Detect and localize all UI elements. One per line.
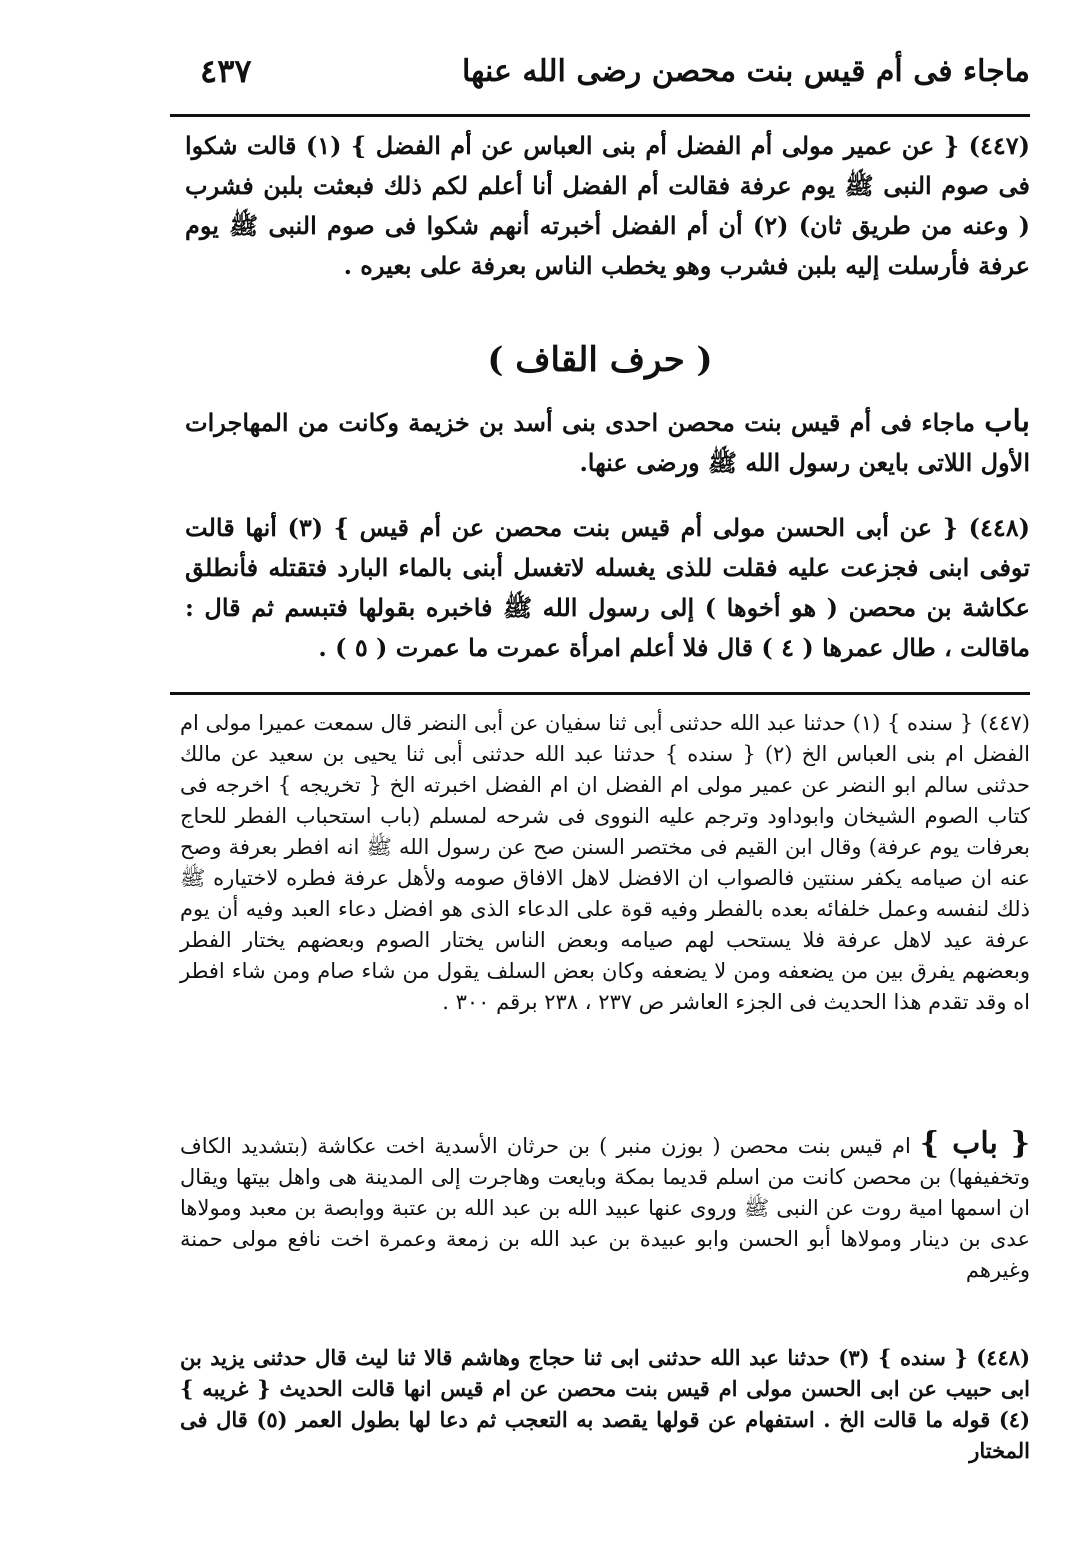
note-448: (٤٤٨) { سنده } (٣) حدثنا عبد الله حدثنى ابى ثنا حجاج وهاشم قالا ثنا ليث قال حدثنى يزيد بن ابى حبيب عن ابى الحسن مولى ام قيس بنت محصن عن ام قيس انها قالت الحديث { غريبه } (٤) قوله ما قالت الخ . استفهام عن قولها يقصد به التعجب ثم دعا لها بطول العمر (٥) قال فى المختار [180,1345,1030,1463]
bab-note-text: ام قيس بنت محصن ( بوزن منبر ) بن حرثان الأسدية اخت عكاشة (بتشديد الكاف وتخفيفها) بن محصن كانت من اسلم قديما بمكة وبايعت وهاجرت إلى المدينة هى واهل بيتها ويقال ان اسمها امية روت عن النبى ﷺ وروى عنها عبيد الله بن عبد الله بن عتبة ووابصة بن معبد ومولاها عدى بن دينار ومولاها أبو الحسن وابو عبيدة بن عبد الله بن زمعة وعمرة اخت نافع مولى حمنة وغيرهم [180,1134,1030,1282]
running-title: ماجاء فى أم قيس بنت محصن رضى الله عنها [462,54,1030,89]
header-rule [170,114,1030,117]
hadith-448: (٤٤٨) { عن أبى الحسن مولى أم قيس بنت محصن عن أم قيس } (٣) أنها قالت توفى ابنى فجزعت عليه فقلت للذى يغسله لاتغسل أبنى بالماء البارد فتقتله فأنطلق عكاشة بن محصن ( هو أخوها ) إلى رسول الله ﷺ فاخبره بقولها فتبسم ثم قال : ماقالت ، طال عمرها ( ٤ ) قال فلا أعلم امرأة عمرت ما عمرت ( ٥ ) . [185,513,1031,662]
bab-note-label: { باب } [919,1126,1030,1161]
page-header [170,48,1030,108]
bab-label: باب [984,404,1030,439]
footnote-rule [170,692,1030,695]
note-447: (٤٤٧) { سنده } (١) حدثنا عبد الله حدثنى أبى ثنا سفيان عن أبى النضر قال سمعت عميرا مولى ام الفضل ام بنى العباس الخ (٢) { سنده } حدثنا عبد الله حدثنى أبى ثنا يحيى بن سعيد عن مالك حدثنى سالم ابو النضر عن عمير مولى ام الفضل ان ام الفضل اخبرته الخ { تخريجه } اخرجه فى كتاب الصوم الشيخان وابوداود وترجم عليه النووى فى شرحه لمسلم (باب استحباب الفطر للحاج بعرفات يوم عرفة) وقال ابن القيم فى مختصر السنن صح عن رسول الله ﷺ انه افطر بعرفة وصح عنه ان صيامه يكفر سنتين فالصواب ان الافضل لاهل الافاق صومه ولأهل عرفة فطره لاختياره ﷺ ذلك لنفسه وعمل خلفائه بعده بالفطر وفيه قوة على الدعاء الذى هو افضل دعاء العبد وفيه أن يوم عرفة عيد لاهل عرفة فلا يستحب لهم صيامه وبعض الناس يختار الصوم وبعضهم يختار الفطر وبعضهم يفرق بين من يضعفه ومن لا يضعفه وكان بعض السلف يقول من شاء صام ومن شاء افطر اه وقد تقدم هذا الحديث فى الجزء العاشر ص ٢٣٧ ، ٢٣٨ برقم ٣٠٠ . [180,711,1030,1014]
page-number: ٤٣٧ [200,52,252,90]
bab-heading [185,402,1030,483]
bab-note [180,1128,1030,1286]
bab-title: ماجاء فى أم قيس بنت محصن احدى بنى أسد بن خزيمة وكانت من المهاجرات الأول اللاتى بايعن رسول الله ﷺ ورضى عنها. [185,408,1030,477]
section-heading: ( حرف القاف ) [487,340,713,380]
hadith-447: (٤٤٧) { عن عمير مولى أم الفضل أم بنى العباس عن أم الفضل } (١) قالت شكوا فى صوم النبى ﷺ يوم عرفة فقالت أم الفضل أنا أعلم لكم ذلك فبعثت بلبن فشرب ( وعنه من طريق ثان) (٢) أن أم الفضل أخبرته أنهم شكوا فى صوم النبى ﷺ يوم عرفة فأرسلت إليه بلبن فشرب وهو يخطب الناس بعرفة على بعيره . [185,131,1030,280]
